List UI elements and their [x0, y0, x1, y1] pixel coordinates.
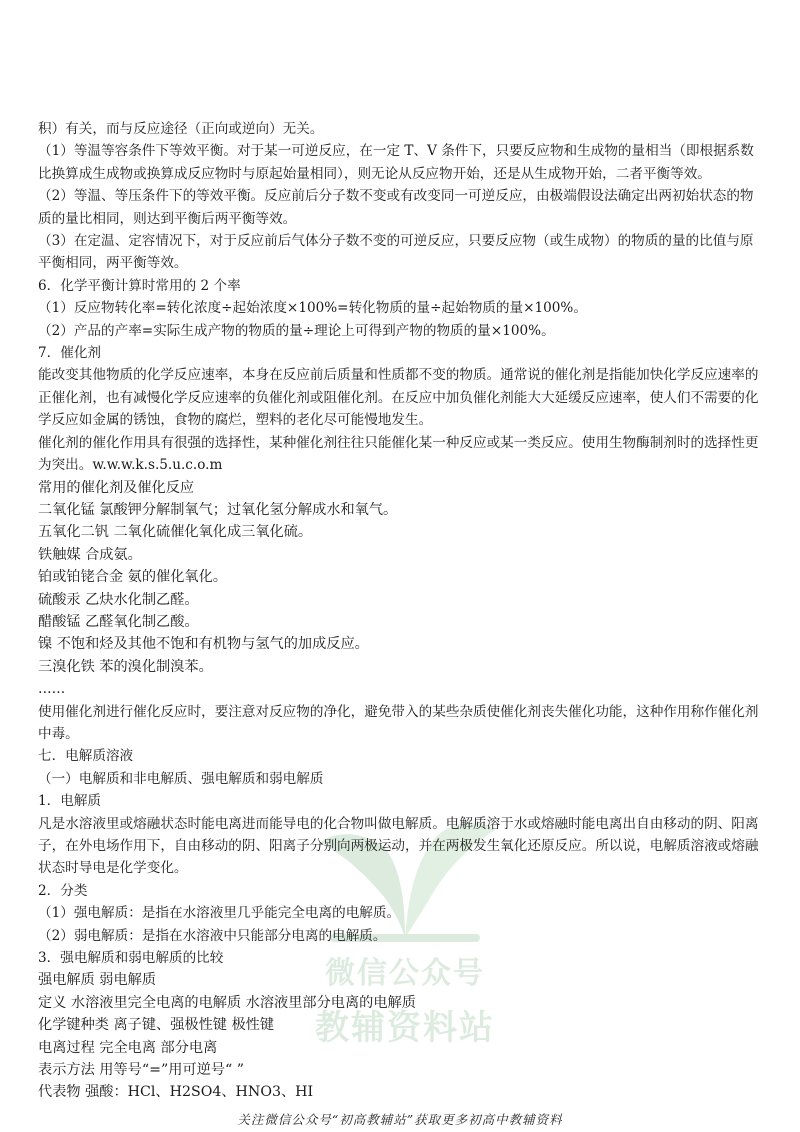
- text-paragraph: 催化剂的催化作用具有很强的选择性，某种催化剂往往只能催化某一种反应或某一类反应。使用生物酶制剂时的选择性更为突出。w.w.w.k.s.5.u.c.o.m: [38, 434, 759, 474]
- text-line: 铂或铂铑合金 氨的催化氧化。: [38, 569, 227, 586]
- text-line: 醋酸锰 乙醛氧化制乙酸。: [38, 613, 199, 630]
- text-line: 常用的催化剂及催化反应: [38, 479, 195, 496]
- text-line: 铁触媒 合成氨。: [38, 546, 142, 563]
- text-line: （1）强电解质：是指在水溶液里几乎能完全电离的电解质。: [38, 905, 401, 922]
- text-line: 表示方法 用等号“=”用可逆号“ ”: [38, 1062, 244, 1079]
- section-heading: 6．化学平衡计算时常用的 2 个率: [38, 277, 241, 294]
- text-paragraph: 使用催化剂进行催化反应时，要注意对反应物的净化，避免带入的某些杂质使催化剂丧失催化功能，这种作用称作催化剂中毒。: [38, 703, 759, 742]
- section-heading: （一）电解质和非电解质、强电解质和弱电解质: [38, 770, 324, 787]
- text-line: 五氧化二钒 二氧化硫催化氧化成三氧化硫。: [38, 524, 313, 541]
- text-paragraph: 凡是水溶液里或熔融状态时能电离进而能导电的化合物叫做电解质。电解质溶于水或熔融时能电离出自由移动的阴、阳离子，在外电场作用下，自由移动的阴、阳离子分别向两极运动，并在两极发生氧化还原反应。所以说，电解质溶液或熔融状态时导电是化学变化。: [38, 815, 759, 877]
- text-paragraph: （1）等温等容条件下等效平衡。对于某一可逆反应，在一定 T、V 条件下，只要反应物和生成物的量相当（即根据系数比换算成生成物或换算成反应物时与原起始量相同），则无论从反应物开始，还是从生成物开始，二者平衡等效。: [38, 143, 754, 182]
- chapter-heading: 七．电解质溶液: [38, 748, 134, 765]
- watermark-line1: 微信公众号: [325, 956, 485, 991]
- section-heading: 3．强电解质和弱电解质的比较: [38, 950, 224, 967]
- text-paragraph: 能改变其他物质的化学反应速率，本身在反应前后质量和性质都不变的物质。通常说的催化剂是指能加快化学反应速率的正催化剂，也有减慢化学反应速率的负催化剂或阻催化剂。在反应中加负催化剂能大大延缓反应速率，使人们不需要的化学反应如金属的锈蚀，食物的腐烂，塑料的老化尽可能慢地发生。: [38, 367, 759, 429]
- text-paragraph: （3）在定温、定容情况下，对于反应前后气体分子数不变的可逆反应，只要反应物（或生成物）的物质的量的比值与原平衡相同，两平衡等效。: [38, 233, 754, 272]
- text-line: 镍 不饱和烃及其他不饱和有机物与氢气的加成反应。: [38, 636, 369, 653]
- text-paragraph: （2）等温、等压条件下的等效平衡。反应前后分子数不变或有改变同一可逆反应，由极端假设法确定出两初始状态的物质的量比相同，则达到平衡后两平衡等效。: [38, 188, 754, 227]
- section-heading: 1．电解质: [38, 793, 102, 810]
- text-line: 三溴化铁 苯的溴化制溴苯。: [38, 658, 213, 675]
- text-line: （2）弱电解质：是指在水溶液中只能部分电离的电解质。: [38, 927, 387, 944]
- ellipsis-line: ……: [38, 681, 66, 698]
- text-line: 电离过程 完全电离 部分电离: [38, 1039, 218, 1056]
- text-line: 代表物 强酸：HCl、H2SO4、HNO3、HI: [38, 1084, 314, 1101]
- text-line: 定义 水溶液里完全电离的电解质 水溶液里部分电离的电解质: [38, 994, 416, 1011]
- document-body: [38, 118, 764, 1104]
- text-line: （2）产品的产率=实际生成产物的物质的量÷理论上可得到产物的物质的量×100%。: [38, 322, 555, 339]
- page-footer: 关注微信公众号“初高教辅站”获取更多初高中教辅资料: [237, 1112, 563, 1127]
- watermark-line2: 教辅资料站: [315, 1008, 495, 1048]
- text-line: （1）反应物转化率=转化浓度÷起始浓度×100%=转化物质的量÷起始物质的量×100%。: [38, 300, 587, 317]
- section-heading: 7．催化剂: [38, 345, 102, 362]
- text-line: 硫酸汞 乙炔水化制乙醛。: [38, 591, 199, 608]
- text-line: 化学键种类 离子键、强极性键 极性键: [38, 1017, 275, 1034]
- text-line: 强电解质 弱电解质: [38, 972, 157, 989]
- text-line: 积）有关，而与反应途径（正向或逆向）无关。: [38, 121, 324, 137]
- text-line: 二氧化锰 氯酸钾分解制氧气；过氧化氢分解成水和氧气。: [38, 501, 398, 518]
- section-heading: 2．分类: [38, 882, 88, 899]
